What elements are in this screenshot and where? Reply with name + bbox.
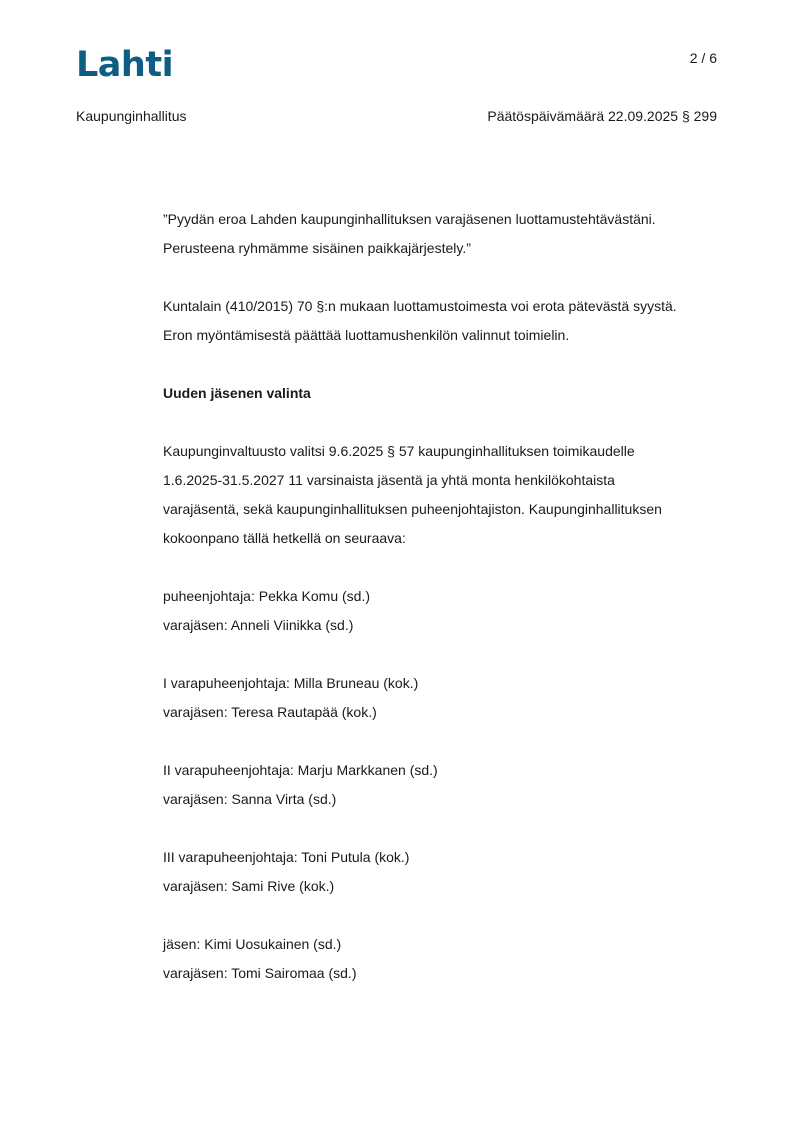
election-text-line: varajäsentä, sekä kaupunginhallituksen puheenjohtajiston. Kaupunginhallituksen [163,501,662,517]
election-text-line: Kaupunginvaltuusto valitsi 9.6.2025 § 57 kaupunginhallituksen toimikaudelle [163,443,635,459]
member-deputy: varajäsen: Sami Rive (kok.) [163,878,335,894]
member-deputy: varajäsen: Tomi Sairomaa (sd.) [163,965,357,981]
election-text-line: kokoonpano tällä hetkellä on seuraava: [163,530,406,546]
page-number: 2 / 6 [689,50,717,66]
lahti-logo: Lahti [76,45,174,85]
election-text-line: 1.6.2025-31.5.2027 11 varsinaista jäsentä ja yhtä monta henkilökohtaista [163,472,615,488]
quote-line: Perusteena ryhmämme sisäinen paikkajärjestely.” [163,240,471,256]
member-role: III varapuheenjohtaja: Toni Putula (kok.) [163,849,410,865]
quote-line: ”Pyydän eroa Lahden kaupunginhallituksen varajäsenen luottamustehtävästäni. [163,211,656,227]
member-role: jäsen: Kimi Uosukainen (sd.) [163,936,342,952]
section-heading: Uuden jäsenen valinta [163,385,311,401]
document-body [163,205,723,988]
member-deputy: varajäsen: Sanna Virta (sd.) [163,791,337,807]
member-deputy: varajäsen: Teresa Rautapää (kok.) [163,704,377,720]
decision-date-reference: Päätöspäivämäärä 22.09.2025 § 299 [487,108,717,124]
organization-name: Kaupunginhallitus [76,108,187,124]
law-text-line: Kuntalain (410/2015) 70 §:n mukaan luottamustoimesta voi erota pätevästä syystä. [163,298,677,314]
member-role: puheenjohtaja: Pekka Komu (sd.) [163,588,371,604]
member-role: I varapuheenjohtaja: Milla Bruneau (kok.) [163,675,419,691]
law-text-line: Eron myöntämisestä päättää luottamushenkilön valinnut toimielin. [163,327,570,343]
member-deputy: varajäsen: Anneli Viinikka (sd.) [163,617,354,633]
member-role: II varapuheenjohtaja: Marju Markkanen (sd.) [163,762,438,778]
